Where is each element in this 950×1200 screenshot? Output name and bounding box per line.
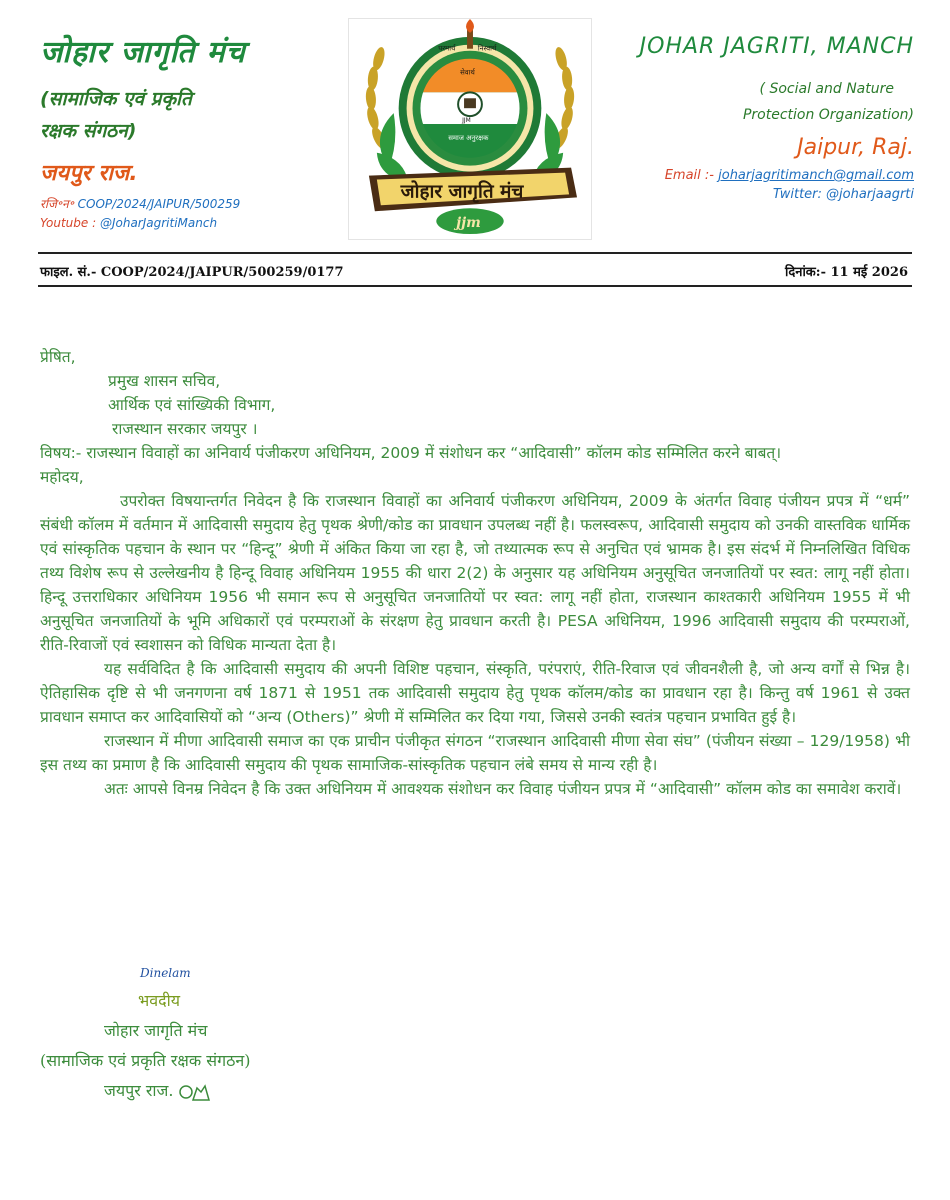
city-hindi: जयपुर राज.: [40, 161, 138, 186]
letter-subject: विषय:- राजस्थान विवाहों का अनिवार्य पंजीकरण अधिनियम, 2009 में संशोधन कर “आदिवासी” कॉलम कोड सम्मिलित करने बाबत्।: [40, 444, 782, 462]
letter-paragraph-4: अतः आपसे विनम्र निवेदन है कि उक्त अधिनियम में आवश्यक संशोधन कर विवाह पंजीयन प्रपत्र में “आदिवासी” कॉलम कोड का समावेश करावें।: [104, 780, 902, 798]
org-subtitle-hindi-1: (सामाजिक एवं प्रकृति: [40, 88, 192, 110]
youtube-label: Youtube :: [40, 216, 97, 230]
org-subtitle-hindi-2: रक्षक संगठन): [40, 120, 137, 142]
email-label: Email :-: [664, 168, 714, 183]
registration-number: COOP/2024/JAIPUR/500259: [77, 197, 241, 211]
org-name-hindi: जोहार जागृति मंच: [40, 35, 246, 70]
signature-block: [40, 960, 440, 1106]
signatory-org: जोहार जागृति मंच: [104, 1021, 208, 1040]
header-right: [614, 34, 914, 202]
header-left: [40, 30, 340, 230]
letter-date: दिनांक:- 11 मई 2026: [784, 265, 908, 280]
twitter-handle[interactable]: Twitter: @joharjaagrti: [772, 187, 914, 202]
signatory-org-subtitle: (सामाजिक एवं प्रकृति रक्षक संगठन): [40, 1051, 251, 1070]
org-subtitle-english-2: Protection Organization): [742, 107, 914, 123]
seal-mark-icon: [179, 1082, 213, 1102]
logo-center-small: JJM: [462, 117, 471, 125]
logo-monogram: jjm: [456, 215, 481, 232]
email-link[interactable]: joharjagritimanch@gmail.com: [718, 168, 914, 183]
city-english: Jaipur, Raj.: [797, 135, 914, 160]
addressee-line-2: आर्थिक एवं सांख्यिकी विभाग,: [108, 396, 276, 414]
registration-line: [40, 195, 340, 212]
handwritten-signature: Dinelam: [140, 966, 191, 980]
registration-label: रजि॰न॰: [40, 197, 74, 211]
addressee-line-3: राजस्थान सरकार जयपुर ।: [112, 420, 258, 438]
org-name-english: JOHAR JAGRITI, MANCH: [639, 34, 914, 59]
logo-ring-text-right: निस्वार्थ: [477, 44, 497, 53]
header-divider-top: [38, 252, 912, 254]
letter-preshit: प्रेषित,: [40, 348, 76, 366]
letter-body: [40, 345, 910, 801]
header-divider-bottom: [38, 285, 912, 287]
signatory-city: [40, 1076, 440, 1106]
logo-center-caption: समाज अनुरक्षक: [448, 133, 489, 142]
logo-ring-text-left: परमार्थ: [438, 44, 456, 53]
logo-banner-text: जोहार जागृति मंच: [400, 180, 524, 203]
letter-paragraph-1: उपरोक्त विषयान्तर्गत निवेदन है कि राजस्थान विवाहों का अनिवार्य पंजीकरण अधिनियम, 2009 के अंतर्गत विवाह पंजीयन प्रपत्र में “धर्म” संबंधी कॉलम में वर्तमान में आदिवासी समुदाय हेतु पृथक श्रेणी/कोड का प्रावधान उपलब्ध नहीं है। फलस्वरूप, आदिवासी समुदाय को उनकी वास्तविक धार्मिक एवं सांस्कृतिक पहचान के स्थान पर “हिन्दू” श्रेणी में अंकित किया जा रहा है, जो तथ्यात्मक रूप से अनुचित एवं भ्रामक है। इस संदर्भ में निम्नलिखित विधिक तथ्य विशेष रूप से उल्लेखनीय है हिन्दू विवाह अधिनियम 1955 की धारा 2(2) के अनुसार यह अधिनियम अनुसूचित जनजातियों पर स्वत: लागू नहीं होता। हिन्दू उत्तराधिकार अधिनियम 1956 भी समान रूप से अनुसूचित जनजातियों पर स्वत: लागू नहीं होता, राजस्थान काश्तकारी अधिनियम 1955 में भी अनुसूचित जनजातियों के भूमि अधिकारों एवं परम्पराओं के संरक्षण हेतु प्रावधान करती है। PESA अधिनियम, 1996 आदिवासी समुदाय की परम्पराओं, रीति-रिवाजों एवं स्वशासन को विधिक मान्यता देता है।: [40, 492, 910, 654]
youtube-handle[interactable]: @JoharJagritiManch: [99, 216, 218, 230]
addressee-line-1: प्रमुख शासन सचिव,: [108, 372, 221, 390]
logo-ring-inner-text: सेवार्थ: [460, 68, 475, 77]
letter-paragraph-2: यह सर्वविदित है कि आदिवासी समुदाय की अपनी विशिष्ट पहचान, संस्कृति, परंपराएं, रीति-रिवाज एवं जीवनशैली है, जो अन्य वर्गों से भिन्न है। ऐतिहासिक दृष्टि से भी जनगणना वर्ष 1871 से 1951 तक आदिवासी समुदाय हेतु पृथक कॉलम/कोड का प्रावधान रहा है। किन्तु वर्ष 1961 से उक्त प्रावधान समाप्त कर आदिवासियों को “अन्य (Others)” श्रेणी में सम्मिलित कर दिया गया, जिससे उनकी स्वतंत्र पहचान प्रभावित हुई है।: [40, 660, 910, 726]
email-line: [614, 168, 914, 183]
closing-bhavdiya: भवदीय: [138, 991, 181, 1010]
organization-logo: [348, 18, 592, 240]
file-number: फाइल. सं.- COOP/2024/JAIPUR/500259/0177: [40, 265, 344, 280]
youtube-line: [40, 216, 340, 230]
letter-paragraph-3: राजस्थान में मीणा आदिवासी समाज का एक प्राचीन पंजीकृत संगठन “राजस्थान आदिवासी मीणा सेवा संघ” (पंजीयन संख्या – 129/1958) भी इस तथ्य का प्रमाण है कि आदिवासी समुदाय की पृथक सामाजिक-सांस्कृतिक पहचान लंबे समय से मान्य रही है।: [40, 732, 910, 774]
torch-icon: [466, 19, 474, 49]
org-subtitle-english-1: ( Social and Nature: [759, 81, 894, 97]
letter-salutation: महोदय,: [40, 468, 84, 486]
signatory-city-text: जयपुर राज.: [104, 1081, 174, 1100]
